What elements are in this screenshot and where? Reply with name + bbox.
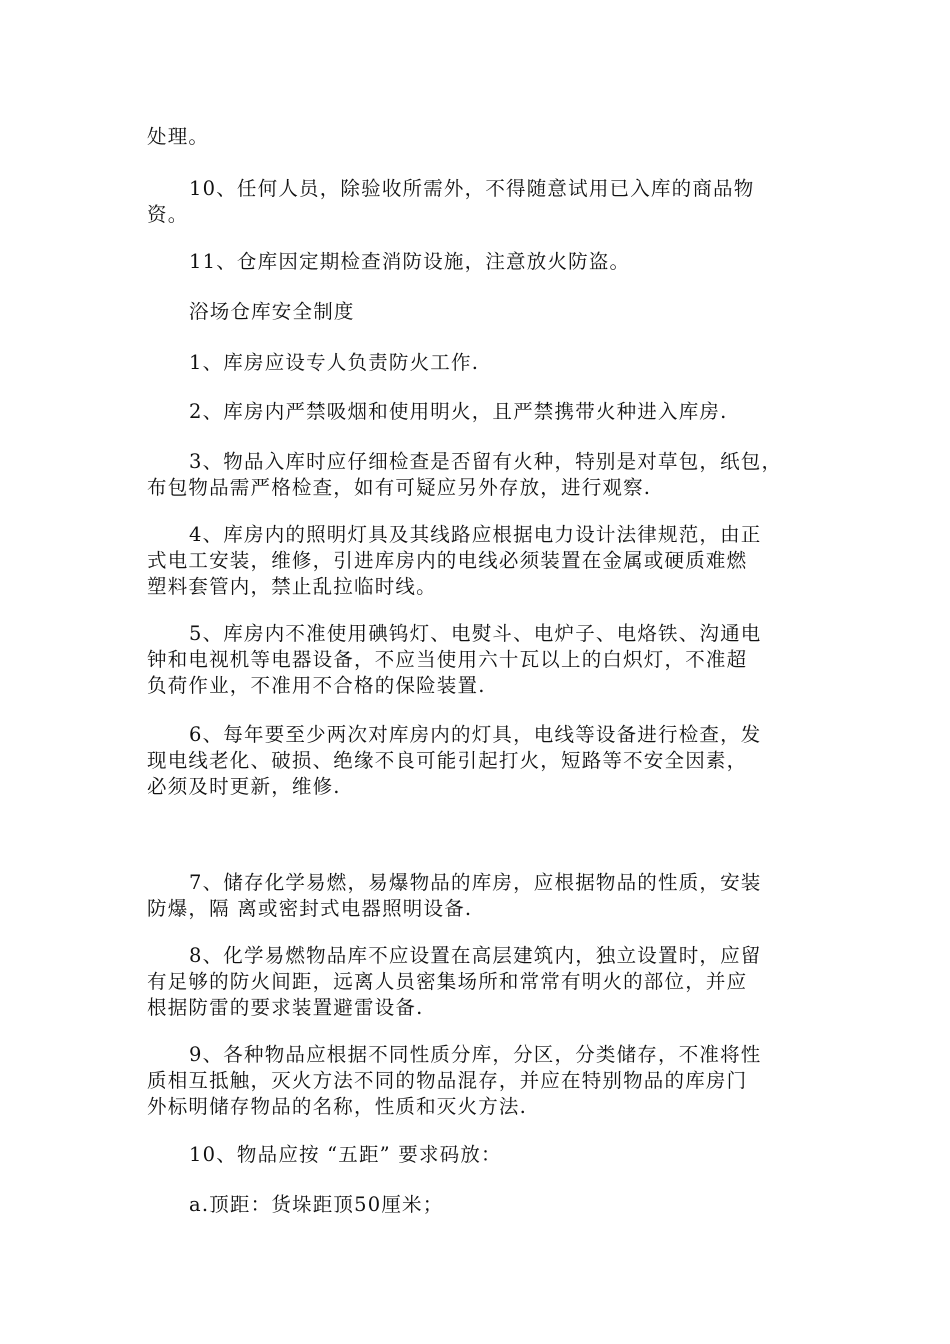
text-line: 资。 xyxy=(147,203,189,226)
paragraph-continuation xyxy=(147,124,807,150)
paragraph-item-10 xyxy=(147,176,807,228)
text-line: 布包物品需严格检查，如有可疑应另外存放，进行观察. xyxy=(147,476,652,499)
text-line: 9、各种物品应根据不同性质分库，分区，分类储存，不准将性 xyxy=(189,1043,762,1066)
text-line: 有足够的防火间距，远离人员密集场所和常常有明火的部位，并应 xyxy=(147,970,748,993)
text-line: 处理。 xyxy=(147,125,210,148)
paragraph-rule-8 xyxy=(147,943,807,1021)
paragraph-sub-item-a xyxy=(147,1192,807,1218)
text-line: 7、储存化学易燃，易爆物品的库房，应根据物品的性质，安装 xyxy=(189,871,762,894)
paragraph-rule-9 xyxy=(147,1042,807,1120)
text-line: 2、库房内严禁吸烟和使用明火，且严禁携带火种进入库房. xyxy=(189,400,728,423)
paragraph-rule-2 xyxy=(147,399,807,425)
paragraph-item-11 xyxy=(147,249,807,275)
text-line: 负荷作业，不准用不合格的保险装置. xyxy=(147,674,486,697)
paragraph-rule-5 xyxy=(147,621,807,699)
text-line: 外标明储存物品的名称，性质和灭火方法. xyxy=(147,1095,527,1118)
section-heading xyxy=(147,299,807,325)
text-line: 10、任何人员，除验收所需外，不得随意试用已入库的商品物 xyxy=(189,177,755,200)
text-line: 式电工安装，维修，引进库房内的电线必须装置在金属或硬质难燃 xyxy=(147,549,748,572)
text-line: 4、库房内的照明灯具及其线路应根据电力设计法律规范，由正 xyxy=(189,523,762,546)
text-line: 必须及时更新，维修. xyxy=(147,775,341,798)
text-line: a.顶距：货垛距顶50厘米； xyxy=(189,1193,444,1216)
text-line: 防爆，隔 离或密封式电器照明设备. xyxy=(147,897,473,920)
text-line: 6、每年要至少两次对库房内的灯具，电线等设备进行检查，发 xyxy=(189,723,762,746)
text-line: 浴场仓库安全制度 xyxy=(189,300,355,323)
text-line: 10、物品应按 “五距” 要求码放： xyxy=(189,1143,502,1166)
paragraph-rule-10 xyxy=(147,1142,807,1168)
text-line: 塑料套管内，禁止乱拉临时线。 xyxy=(147,575,437,598)
text-line: 现电线老化、破损、绝缘不良可能引起打火，短路等不安全因素， xyxy=(147,749,748,772)
text-line: 钟和电视机等电器设备，不应当使用六十瓦以上的白炽灯，不准超 xyxy=(147,648,748,671)
text-line: 5、库房内不准使用碘钨灯、电熨斗、电炉子、电烙铁、沟通电 xyxy=(189,622,762,645)
paragraph-rule-3 xyxy=(147,449,807,501)
text-line: 根据防雷的要求装置避雷设备. xyxy=(147,996,424,1019)
text-line: 3、物品入库时应仔细检查是否留有火种，特别是对草包，纸包， xyxy=(189,450,783,473)
text-line: 8、化学易燃物品库不应设置在高层建筑内，独立设置时，应留 xyxy=(189,944,762,967)
paragraph-rule-1 xyxy=(147,350,807,376)
text-line: 1、库房应设专人负责防火工作. xyxy=(189,351,480,374)
paragraph-rule-7 xyxy=(147,870,807,922)
paragraph-rule-6 xyxy=(147,722,807,800)
text-line: 11、仓库因定期检查消防设施，注意放火防盗。 xyxy=(189,250,631,273)
text-line: 质相互抵触，灭火方法不同的物品混存，并应在特别物品的库房门 xyxy=(147,1069,748,1092)
paragraph-rule-4 xyxy=(147,522,807,600)
